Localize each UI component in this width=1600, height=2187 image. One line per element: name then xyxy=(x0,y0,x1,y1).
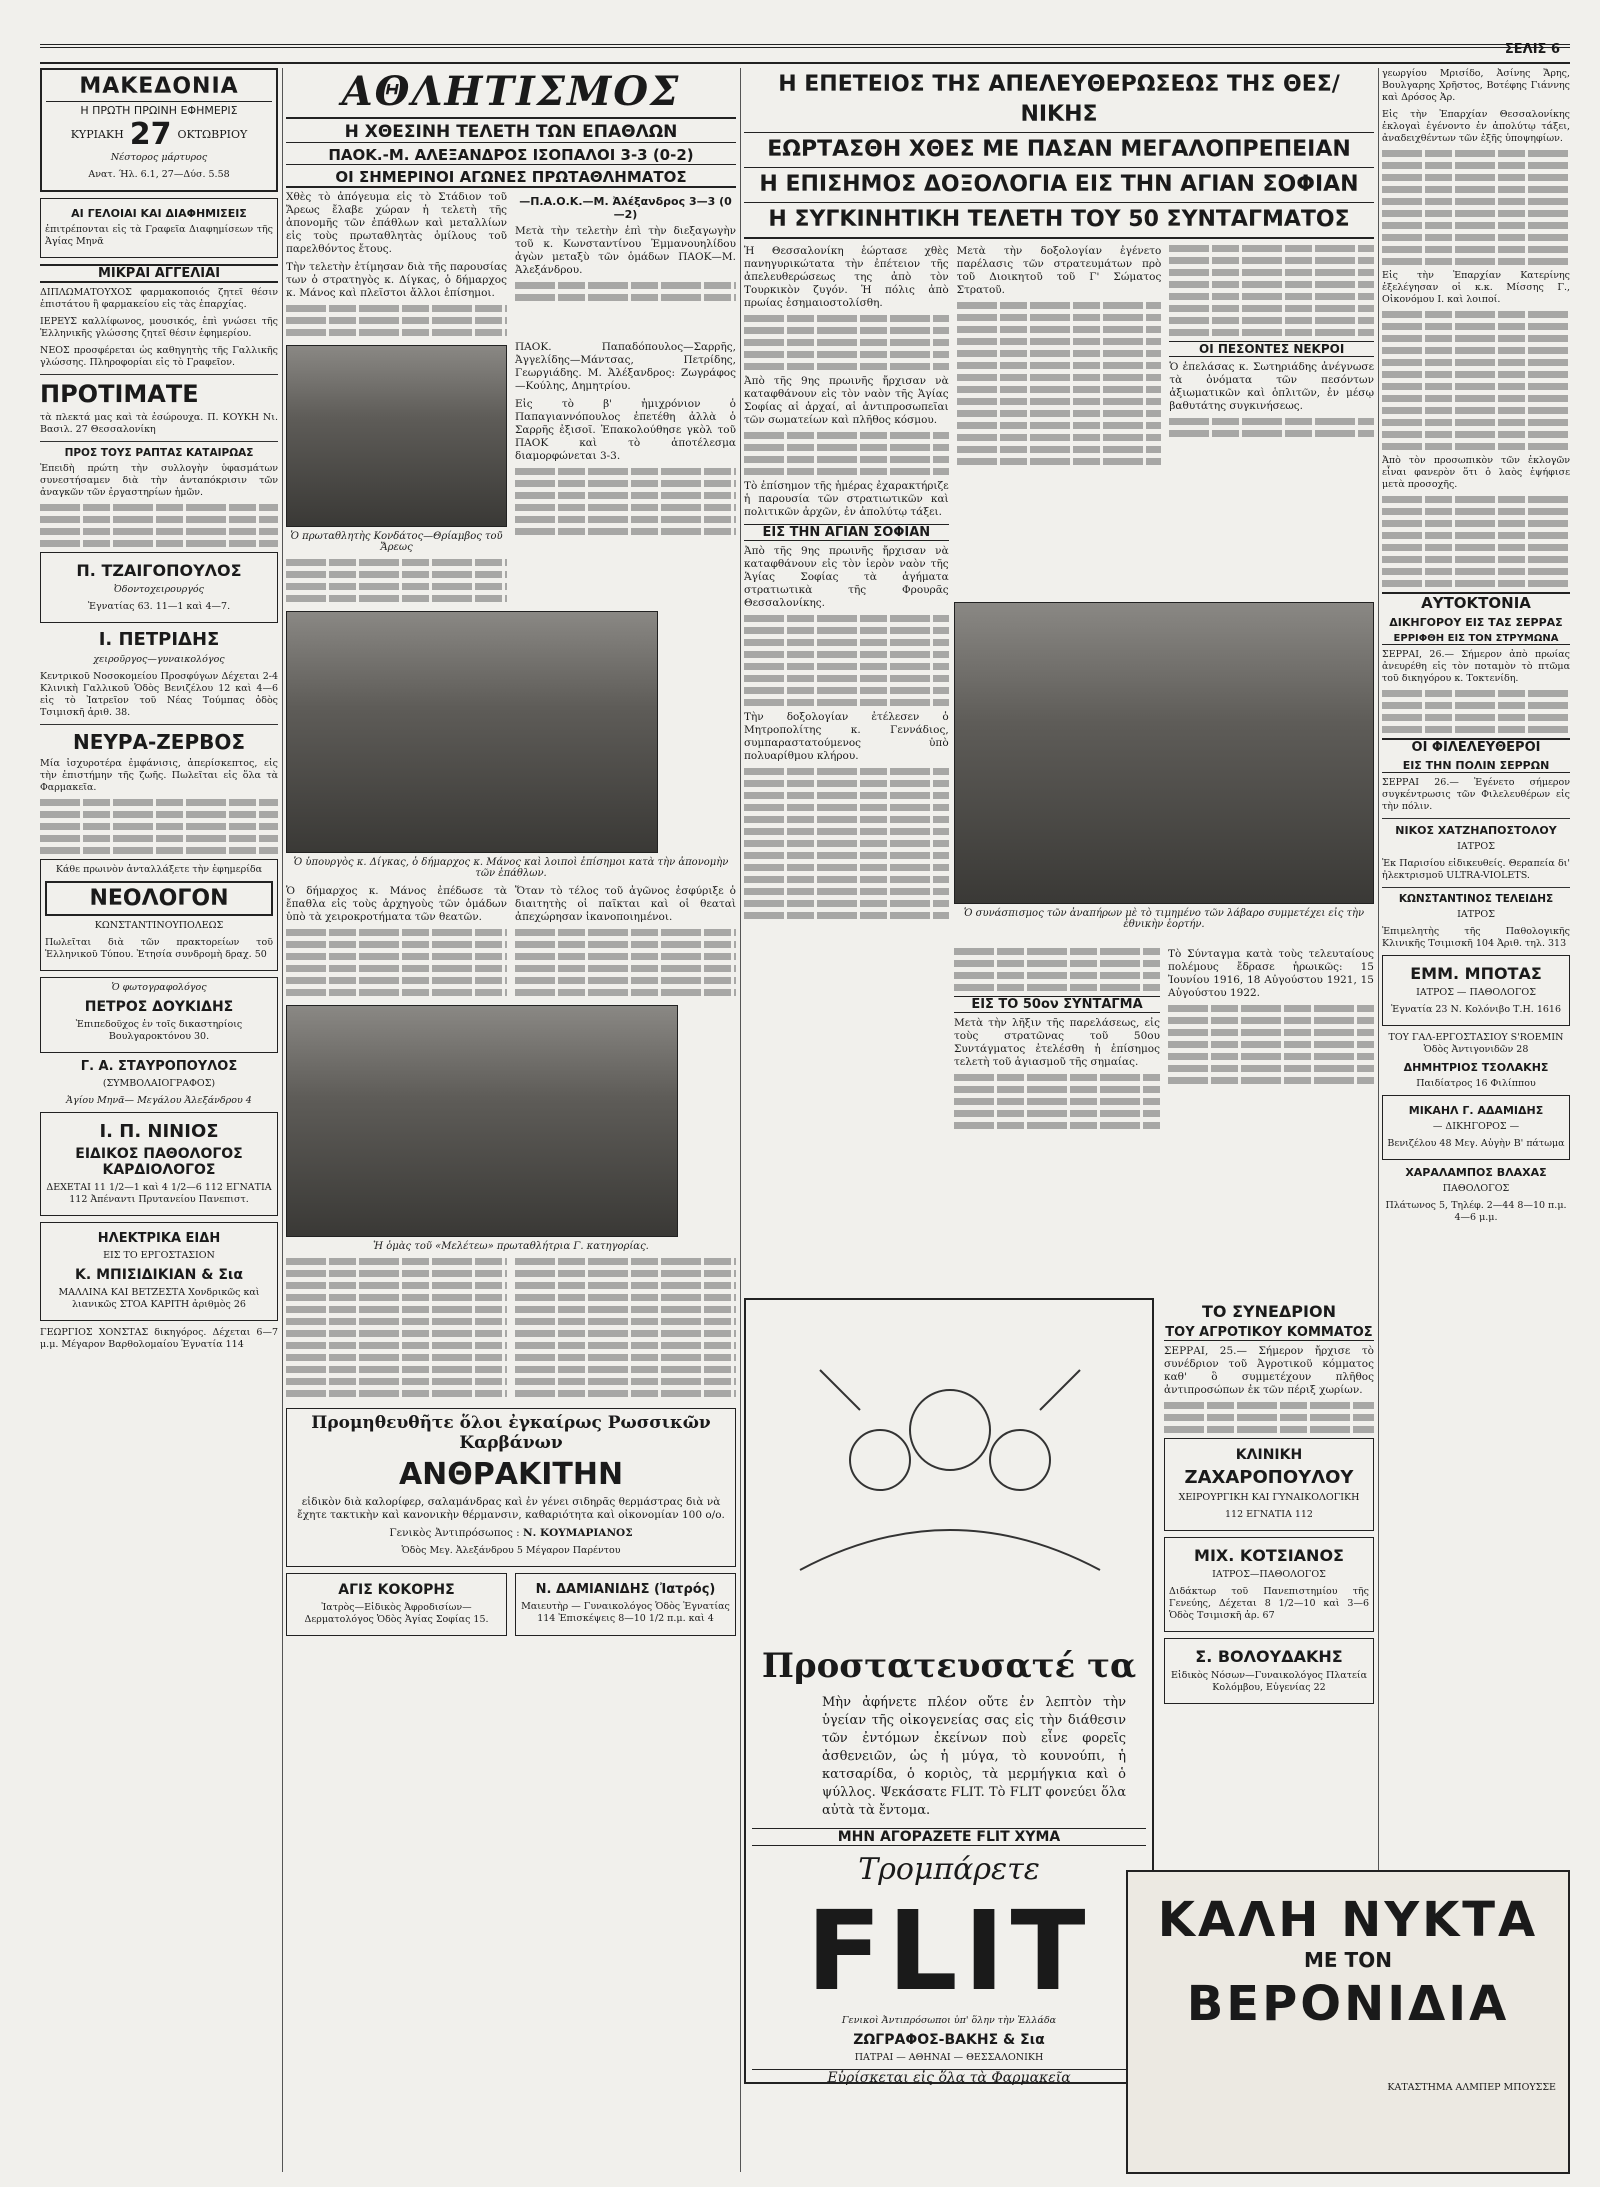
anthrakitis-title: Προμηθευθῆτε ὅλοι ἐγκαίρως Ρωσσικῶν Καρβάνων xyxy=(311,1413,711,1453)
flit-agent: Γενικοὶ Ἀντιπρόσωποι ὑπ' ὅλην τὴν Ἑλλάδα xyxy=(841,2015,1057,2026)
ninios-name: Ι. Π. ΝΙΝΙΟΣ xyxy=(99,1121,219,1142)
electric-name: Κ. ΜΠΙΣΙΔΙΚΙΑΝ & Σια xyxy=(75,1267,243,1283)
clinic-sub: ΧΕΙΡΟΥΡΓΙΚΗ ΚΑΙ ΓΥΝΑΙΚΟΛΟΓΙΚΗ xyxy=(1178,1492,1360,1503)
stavropoulos-name: Γ. Α. ΣΤΑΥΡΟΠΟΥΛΟΣ xyxy=(80,1059,238,1074)
doukidis-role: Ὁ φωτογραφολόγος xyxy=(111,982,207,993)
ninios-text: ΔΕΧΕΤΑΙ 11 1/2—1 καὶ 4 1/2—6 112 ΕΓΝΑΤΙΑ 112 Ἀπέναντι Πρυτανείου Πανεπιστ. xyxy=(46,1182,272,1205)
flit-footer: Εὑρίσκεται εἰς ὅλα τὰ Φαρμακεῖα xyxy=(752,2069,1146,2086)
main-paragraph: Τὸ ἐπίσημον τῆς ἡμέρας ἐχαρακτήριζε ἡ παρουσία τῶν στρατιωτικῶν καὶ πολιτικῶν ἀρχῶν, ἐν ἀπολύτῳ τάξει. xyxy=(744,480,949,518)
kotsianos-name: ΜΙΧ. ΚΟΤΣΙΑΝΟΣ xyxy=(1194,1546,1344,1565)
saint-of-day: Νέστορος μάρτυρος xyxy=(110,152,208,163)
left-column xyxy=(40,68,278,2172)
hatz-role: ΙΑΤΡΟΣ xyxy=(1457,841,1495,852)
synedrion-text: ΣΕΡΡΑΙ, 25.— Σήμερον ἤρχισε τὸ συνέδριον τοῦ Ἀγροτικοῦ κόμματος καθ' ὃ συμμετέχουν πλῆθος ἀντιπροσώπων ἐκ τῶν πέριξ χωρίων. xyxy=(1164,1345,1374,1396)
main-paragraph: Τὸ Σύνταγμα κατὰ τοὺς τελευταίους πολέμους ἔδρασε ἡρωικῶς: 15 Ἰουνίου 1916, 18 Αὐγούστου 1921, 15 Αὐγούστου 1922. xyxy=(1168,948,1374,999)
fileleftheroi-title: ΟΙ ΦΙΛΕΛΕΥΘΕΡΟΙ xyxy=(1382,738,1570,755)
anthrakitis-agent: Ν. ΚΟΥΜΑΡΙΑΝΟΣ xyxy=(523,1527,633,1539)
teleidis-name: ΚΩΝΣΤΑΝΤΙΝΟΣ ΤΕΛΕΙΔΗΣ xyxy=(1398,893,1554,905)
main-photo-veterans xyxy=(954,602,1374,904)
veronidia-line1: ΚΑΛΗ ΝΥΚΤΑ xyxy=(1157,1892,1539,1948)
notice-text: ἐπιτρέπονται εἰς τὰ Γραφεῖα Διαφημίσεων τῆς Ἀγίας Μηνᾶ xyxy=(45,224,273,247)
kokoris-text: Ἰατρὸς—Εἰδικὸς Ἀφροδισίων—Δερματολόγος Ὁδὸς Ἁγίας Σοφίας 15. xyxy=(304,1602,489,1625)
veronidia-maker: ΚΑΤΑΣΤΗΜΑ ΑΛΜΠΕΡ ΜΠΟΥΣΣΕ xyxy=(1387,2082,1556,2093)
main-subhead-fallen: ΟΙ ΠΕΣΟΝΤΕΣ ΝΕΚΡΟΙ xyxy=(1169,341,1374,357)
tzaig-name: Π. ΤΖΑΙΓΟΠΟΥΛΟΣ xyxy=(76,561,242,580)
main-headline-1: Η ΕΠΕΤΕΙΟΣ ΤΗΣ ΑΠΕΛΕΥΘΕΡΩΣΕΩΣ ΤΗΣ ΘΕΣ/ΝΙΚΗΣ xyxy=(744,68,1374,133)
damianidis-name: Ν. ΔΑΜΙΑΝΙΔΗΣ (Ἰατρός) xyxy=(535,1582,716,1597)
date-day: ΚΥΡΙΑΚΗ xyxy=(70,128,124,141)
notice-title: ΑΙ ΓΕΛΟΙΑΙ ΚΑΙ ΔΙΑΦΗΜΙΣΕΙΣ xyxy=(71,207,247,220)
stavropoulos-addr: Ἁγίου Μηνᾶ— Μεγάλου Ἀλεξάνδρου 4 xyxy=(66,1095,252,1106)
sports-paragraph: Χθὲς τὸ ἀπόγευμα εἰς τὸ Στάδιον τοῦ Ἄρεως ἔλαβε χώραν ἡ τελετὴ τῆς ἀπονομῆς τῶν ἐπάθλων καὶ μεταλλίων εἰς τοὺς πρωταθλητὰς ὁμίλους τοῦ παρελθόντος ἔτους. xyxy=(286,191,507,255)
clinic-addr: 112 ΕΓΝΑΤΙΑ 112 xyxy=(1225,1509,1313,1520)
electric-text: ΜΑΛΛΙΝΑ ΚΑΙ ΒΕΤΖΕΣΤΑ Χονδρικῶς καὶ λιανικῶς ΣΤΟΑ ΚΑΡΙΤΗ ἀριθμὸς 26 xyxy=(58,1287,260,1310)
clinic-name: ΖΑΧΑΡΟΠΟΥΛΟΥ xyxy=(1184,1467,1354,1488)
ad-ninios xyxy=(40,1112,278,1216)
autoktonia-text: ΣΕΡΡΑΙ, 26.— Σήμερον ἀπὸ πρωίας ἀνευρέθη εἰς τὸν ποταμὸν τὸ πτῶμα τοῦ δικηγόρου κ. Τοκτενίδη. xyxy=(1382,649,1570,684)
rapies-title: ΠΡΟΣ ΤΟΥΣ ΡΑΠΤΑΣ ΚΑΤΑΙΡΩΑΣ xyxy=(64,447,254,459)
volou-text: Εἰδικὸς Νόσων—Γυναικολόγος Πλατεία Κολόμβου, Εὐγενίας 22 xyxy=(1170,1670,1368,1693)
masthead xyxy=(40,68,278,192)
tsolakis-name: ΔΗΜΗΤΡΙΟΣ ΤΣΟΛΑΚΗΣ xyxy=(1403,1061,1549,1074)
volou-name: Σ. ΒΟΛΟΥΔΑΚΗΣ xyxy=(1195,1647,1343,1666)
ad-electric xyxy=(40,1222,278,1321)
flit-agent-name: ΖΩΓΡΑΦΟΣ-ΒΑΚΗΣ & Σια xyxy=(853,2032,1045,2048)
synedrion-sub: ΤΟΥ ΑΓΡΟΤΙΚΟΥ ΚΟΜΜΑΤΟΣ xyxy=(1165,1325,1373,1340)
ad-veronidia xyxy=(1126,1870,1570,2174)
kotsianos-text: Διδάκτωρ τοῦ Πανεπιστημίου τῆς Γενεύης, Δέχεται 8 1/2—10 καὶ 3—6 Ὁδὸς Τσιμισκῆ ἀρ. 67 xyxy=(1169,1586,1369,1621)
gala-text: ΤΟΥ ΓΑΛ-ΕΡΓΟΣΤΑΣΙΟΥ S'ROEMIN Ὁδὸς Ἀντιγονιδῶν 28 xyxy=(1388,1032,1564,1055)
anthrakitis-agent-label: Γενικὸς Ἀντιπρόσωπος : xyxy=(389,1527,520,1539)
hatz-text: Ἐκ Παρισίου εἰδικευθείς. Θεραπεία δι' ἠλεκτρισμοῦ ULTRA-VIOLETS. xyxy=(1382,858,1570,881)
adamidis-role: — ΔΙΚΗΓΟΡΟΣ — xyxy=(1432,1121,1520,1132)
doukidis-name: ΠΕΤΡΟΣ ΔΟΥΚΙΔΗΣ xyxy=(84,999,234,1015)
main-paragraph: Μετὰ τὴν λῆξιν τῆς παρελάσεως, εἰς τοὺς στρατῶνας τοῦ 50ου Συντάγματος ἐτελέσθη ἡ ἐπίσημος τελετὴ τοῦ ἁγιασμοῦ τῆς σημαίας. xyxy=(954,1017,1160,1068)
synedrion-title: ΤΟ ΣΥΝΕΔΡΙΟΝ xyxy=(1202,1302,1336,1321)
ad-kokoris xyxy=(286,1573,507,1636)
sports-photo-2 xyxy=(286,611,658,853)
sports-photo-2-caption: Ὁ ὑπουργὸς κ. Δίγκας, ὁ δήμαρχος κ. Μάνος καὶ λοιποὶ ἐπίσημοι κατὰ τὴν ἀπονομὴν τῶν ἐπάθλων. xyxy=(293,857,729,879)
tsolakis-text: Παιδίατρος 16 Φιλίππου xyxy=(1416,1078,1536,1089)
neologos-text: Πωλεῖται διὰ τῶν πρακτορείων τοῦ Ἑλληνικοῦ Τύπου. Ἐτησία συνδρομὴ δραχ. 50 xyxy=(45,937,273,960)
vlachas-role: ΠΑΘΟΛΟΓΟΣ xyxy=(1442,1183,1510,1194)
sports-paragraph: Τὴν τελετὴν ἐτίμησαν διὰ τῆς παρουσίας των ὁ στρατηγὸς κ. Δίγκας, ὁ δήμαρχος κ. Μάνος καὶ πλεῖστοι ἄλλοι ἐπίσημοι. xyxy=(286,261,507,299)
mpotas-name: ΕΜΜ. ΜΠΟΤΑΣ xyxy=(1410,964,1542,983)
electric-sub: ΕΙΣ ΤΟ ΕΡΓΟΣΤΑΣΙΟΝ xyxy=(103,1250,215,1261)
ad-petridis xyxy=(40,629,278,719)
nevra-title: ΝΕΥΡΑ-ΖΕΡΒΟΣ xyxy=(72,730,246,754)
teleidis-text: Ἐπιμελητὴς τῆς Παθολογικῆς Κλινικῆς Τσιμισκῆ 104 Ἀριθ. τηλ. 313 xyxy=(1382,926,1570,949)
ad-kotsianos xyxy=(1164,1537,1374,1632)
sports-result-title: —Π.Α.Ο.Κ.—Μ. Ἀλέξανδρος 3—3 (0—2) xyxy=(519,195,732,221)
vlachas-text: Πλάτωνος 5, Τηλέφ. 2—44 8—10 π.μ. 4—6 μ.μ. xyxy=(1385,1200,1567,1223)
mpotas-text: Ἐγνατία 23 Ν. Κολόνιβο Τ.Η. 1616 xyxy=(1391,1004,1561,1015)
main-paragraph: Ἡ Θεσσαλονίκη ἑώρτασε χθὲς πανηγυρικώτατα τὴν ἐπέτειον τῆς ἀπελευθερώσεως της ἀπὸ τὸν Τουρκικὸν ζυγόν. Ἡ πόλις ἀπὸ πρωίας ἐσημαιοστολίσθη. xyxy=(744,245,949,309)
date-month: ΟΚΤΩΒΡΙΟΥ xyxy=(177,128,248,141)
anthrakitis-text: εἰδικὸν διὰ καλορίφερ, σαλαμάνδρας καὶ ἐν γένει σιδηρᾶς θερμάστρας διὰ νὰ ἔχητε τακτικὴν καὶ κανονικὴν θέρμανσιν, καθαριότητα καὶ οἰκονομίαν 100 ο/ο. xyxy=(297,1496,725,1521)
right-paragraph: Ἀπὸ τὸν προσωπικὸν τῶν ἐκλογῶν εἶναι φανερὸν ὅτι ὁ λαὸς ἐψήφισε μετὰ προσοχῆς. xyxy=(1382,455,1570,490)
main-paragraph: Ἀπὸ τῆς 9ης πρωινῆς ἤρχισαν νὰ καταφθάνουν εἰς τὸν ναὸν τῆς Ἁγίας Σοφίας αἱ ἀρχαί, αἱ ἀντιπροσωπεῖαι τῶν σωματείων καὶ πλῆθος κόσμου. xyxy=(744,375,949,426)
hatz-name: ΝΙΚΟΣ ΧΑΤΖΗΑΠΟΣΤΟΛΟΥ xyxy=(1395,824,1557,837)
fileleftheroi-sub: ΕΙΣ ΤΗΝ ΠΟΛΙΝ ΣΕΡΡΩΝ xyxy=(1382,759,1570,773)
anthrakitis-addr: Ὁδὸς Μεγ. Ἀλεξάνδρου 5 Μέγαρον Παρέντου xyxy=(401,1545,621,1556)
ninios-role: ΕΙΔΙΚΟΣ ΠΑΘΟΛΟΓΟΣ ΚΑΡΔΙΟΛΟΓΟΣ xyxy=(75,1146,243,1178)
petridis-name: Ι. ΠΕΤΡΙΔΗΣ xyxy=(98,629,220,650)
autoktonia-title: ΑΥΤΟΚΤΟΝΙΑ xyxy=(1382,592,1570,612)
main-photo-caption: Ὁ συνάσπισμος τῶν ἀναπήρων μὲ τὸ τιμημένο τῶν λάβαρο συμμετέχει εἰς τὴν ἐθνικὴν ἑορτήν. xyxy=(963,908,1365,930)
ad-tzaigopoulos xyxy=(40,552,278,623)
flit-title: Προστατευσατέ τα xyxy=(761,1646,1137,1686)
right-paragraph: γεωργίου Μρισίδο, Ἀσίνης Ἄρης, Βουλγαρης Χρῆστος, Βοτέφης Γιάννης καὶ Δρόσος Ἀρ. xyxy=(1382,68,1570,103)
flit-tagline: ΜΗΝ ΑΓΟΡΑΖΕΤΕ FLIT ΧΥΜΑ xyxy=(752,1828,1146,1846)
autoktonia-sub1: ΔΙΚΗΓΟΡΟΥ ΕΙΣ ΤΑΣ ΣΕΡΡΑΣ xyxy=(1389,616,1563,629)
mpotas-role: ΙΑΤΡΟΣ — ΠΑΘΟΛΟΓΟΣ xyxy=(1416,987,1536,998)
classified-item: ΝΕΟΣ προσφέρεται ὡς καθηγητὴς τῆς Γαλλικῆς γλώσσης. Πληροφορίαι εἰς τὸ Γραφεῖον. xyxy=(40,345,278,368)
sun-times: Ανατ. Ήλ. 6.1, 27—Δύσ. 5.58 xyxy=(88,169,230,180)
main-subhead-agia-sofia: ΕΙΣ ΤΗΝ ΑΓΙΑΝ ΣΟΦΙΑΝ xyxy=(744,524,949,541)
rapies-text: Ἐπειδὴ πρώτη τὴν συλλογὴν ὑφασμάτων συνεστήσαμεν διὰ τὴν ἀνταπόκρισιν τῶν ἀναγκῶν τῶν ἐργαστηρίων ἡμῶν. xyxy=(40,463,278,498)
sports-photo-3-caption: Ἡ ὁμὰς τοῦ «Μελέτεω» πρωταθλήτρια Γ. κατηγορίας. xyxy=(373,1241,649,1252)
flit-illustration xyxy=(760,1310,1140,1610)
page-label: ΣΕΛΙΣ 6 xyxy=(1504,42,1560,57)
adamidis-name: ΜΙΚΑΗΛ Γ. ΑΔΑΜΙΔΗΣ xyxy=(1408,1104,1544,1117)
petridis-role: χειροῦργος—γυναικολόγος xyxy=(93,654,225,665)
nevra-text: Μία ἰσχυροτέρα ἐμφάνισις, ἀπερίσκεπτος, εἰς τὴν ἐπιστήμην τῆς ζωῆς. Πωλεῖται εἰς ὅλα τὰ Φαρμακεῖα. xyxy=(40,758,278,793)
sports-paragraph: Εἰς τὸ β' ἡμιχρόνιον ὁ Παπαγιαννόπουλος ἐπετέθη ἀλλὰ ὁ Σαρρῆς ἐξισοῖ. Ἐπακολούθησε γκὸλ τοῦ ΠΑΟΚ καὶ τὸ ἀποτέλεσμα διαμορφώνεται 3-3. xyxy=(515,398,736,462)
stavropoulos-role: (ΣΥΜΒΟΛΑΙΟΓΡΑΦΟΣ) xyxy=(102,1078,216,1089)
vlachas-name: ΧΑΡΑΛΑΜΠΟΣ ΒΛΑΧΑΣ xyxy=(1405,1166,1547,1179)
newspaper-page xyxy=(40,44,1570,2172)
sports-paragraph: Ὁ δήμαρχος κ. Μάνος ἐπέδωσε τὰ ἔπαθλα εἰς τοὺς ἀρχηγοὺς τῶν ὁμάδων ὑπὸ τὰ χειροκροτήματα τῶν θεατῶν. xyxy=(286,885,507,923)
sports-paragraph: Μετὰ τὴν τελετὴν ἐπὶ τὴν διεξαγωγὴν τοῦ κ. Κωνσταντίνου Ἐμμανουηλίδου ἀγὼν μεταξὺ τῶν ὁμάδων ΠΑΟΚ—Μ. Ἀλεξάνδρου. xyxy=(515,225,736,276)
main-paragraph: Ὁ ἐπελάσας κ. Σωτηριάδης ἀνέγνωσε τὰ ὀνόματα τῶν πεσόντων ἀξιωματικῶν καὶ ὁπλιτῶν, ἐν μέσῳ βαθυτάτης συγκινήσεως. xyxy=(1169,361,1374,412)
main-headline-3: Η ΕΠΙΣΗΜΟΣ ΔΟΞΟΛΟΓΙΑ ΕΙΣ ΤΗΝ ΑΓΙΑΝ ΣΟΦΙΑΝ xyxy=(744,168,1374,203)
autoktonia-sub2: ΕΡΡΙΦΘΗ ΕΙΣ ΤΟΝ ΣΤΡΥΜΩΝΑ xyxy=(1382,633,1570,645)
main-paragraph: Τὴν δοξολογίαν ἐτέλεσεν ὁ Μητροπολίτης κ. Γεννάδιος, συμπαραστατούμενος ὑπὸ πολυαρίθμου κλήρου. xyxy=(744,711,949,762)
sports-column xyxy=(286,68,736,2172)
sports-photo-3 xyxy=(286,1005,678,1237)
neologos-city: ΚΩΝΣΤΑΝΤΙΝΟΥΠΟΛΕΩΣ xyxy=(94,920,224,931)
flit-text: Μὴν ἀφήνετε πλέον οὔτε ἐν λεπτὸν τὴν ὑγείαν τῆς οἰκογενείας σας εἰς τὴν διάθεσιν τῶν ἐντόμων ἐκείνων ποὺ εἶνε φορεῖς ἀσθενειῶν, ὡς ἡ μύγα, τὸ κουνούπι, ἡ κατσαρίδα, ὁ κοριὸς, τὰ μερμήγκια καὶ ὁ ψύλλος. Ψεκάσατε FLIT. Τὸ FLIT φονεύει ὅλα αὐτὰ τὰ ἔντομα. xyxy=(822,1695,1126,1818)
ad-flit xyxy=(744,1298,1154,2084)
clinic-title: ΚΛΙΝΙΚΗ xyxy=(1235,1447,1303,1463)
ad-damianidis xyxy=(515,1573,736,1636)
sports-paragraph: ΠΑΟΚ. Παπαδόπουλος—Σαρρῆς, Ἀγγελίδης—Μάντσας, Πετρίδης, Γεωργιάδης. Μ. Ἀλέξανδρος: Ζωγράφος—Κούλης, Δημητρίου. xyxy=(515,341,736,392)
kotsianos-role: ΙΑΤΡΟΣ—ΠΑΘΟΛΟΓΟΣ xyxy=(1212,1569,1326,1580)
top-rule xyxy=(40,44,1570,64)
main-headline-2: ΕΩΡΤΑΣΘΗ ΧΘΕΣ ΜΕ ΠΑΣΑΝ ΜΕΓΑΛΟΠΡΕΠΕΙΑΝ xyxy=(744,133,1374,168)
main-paragraph: Μετὰ τὴν δοξολογίαν ἐγένετο παρέλασις τῶν στρατευμάτων πρὸ τοῦ Διοικητοῦ τοῦ Γ' Σώματος Στρατοῦ. xyxy=(956,245,1162,296)
tzaig-role: Ὀδοντοχειρουργός xyxy=(114,584,204,595)
kokoris-name: ΑΓΙΣ ΚΟΚΟΡΗΣ xyxy=(338,1582,455,1598)
neologos-intro: Κάθε πρωινὸν ἀνταλλάξετε τὴν ἐφημερίδα xyxy=(55,864,263,875)
tzaig-addr: Ἐγνατίας 63. 11—1 καὶ 4—7. xyxy=(87,601,231,612)
masthead-subtitle: Η ΠΡΩΤΗ ΠΡΩΙΝΗ ΕΦΗΜΕΡΙΣ xyxy=(46,101,272,117)
electric-title: ΗΛΕΚΤΡΙΚΑ ΕΙΔΗ xyxy=(97,1231,221,1246)
damianidis-text: Μαιευτὴρ — Γυναικολόγος Ὁδὸς Ἐγνατίας 114 Ἐπισκέψεις 8—10 1/2 π.μ. καὶ 4 xyxy=(521,1601,730,1624)
date-number: 27 xyxy=(129,117,172,152)
sports-paragraph: Ὅταν τὸ τέλος τοῦ ἀγῶνος ἐσφύριξε ὁ διαιτητὴς οἱ παῖκται καὶ οἱ θεαταὶ ἀπεχώρησαν ἱκανοποιημένοι. xyxy=(515,885,736,923)
flit-brand: FLIT xyxy=(806,1887,1092,2015)
veronidia-line3: ΒΕΡΟΝΙΔΙΑ xyxy=(1186,1976,1510,2032)
classified-item: ΔΙΠΛΩΜΑΤΟΥΧΟΣ φαρμακοποιός ζητεῖ θέσιν ἐπιστάτου ἢ φαρμακείου εἰς τὰς ἐπαρχίας. xyxy=(40,287,278,310)
ad-mpotas xyxy=(1382,955,1570,1026)
fileleftheroi-text: ΣΕΡΡΑΙ 26.— Ἐγένετο σήμερον συγκέντρωσις τῶν Φιλελευθέρων εἰς τὴν πόλιν. xyxy=(1382,777,1570,812)
masthead-title: ΜΑΚΕΔΟΝΙΑ xyxy=(79,74,239,99)
classifieds-title: ΜΙΚΡΑΙ ΑΓΓΕΛΙΑΙ xyxy=(40,264,278,283)
doukidis-text: Ἐπιπεδοῦχος ἐν τοῖς δικαστηρίοις Βουλγαροκτόνου 30. xyxy=(75,1019,243,1042)
ad-doukidis xyxy=(40,977,278,1053)
ad-stavropoulos xyxy=(40,1059,278,1107)
flit-cities: ΠΑΤΡΑΙ — ΑΘΗΝΑΙ — ΘΕΣΣΑΛΟΝΙΚΗ xyxy=(854,2052,1044,2063)
right-paragraph: Εἰς τὴν Ἐπαρχίαν Θεσσαλονίκης ἐκλογαὶ ἐγένοντο ἐν ἀπολύτῳ τάξει, ἀναδειχθέντων τῶν ἐξῆς ὑποψηφίων. xyxy=(1382,109,1570,144)
date-row xyxy=(46,117,272,152)
right-paragraph: Εἰς τὴν Ἐπαρχίαν Κατερίνης ἐξελέγησαν οἱ κ.κ. Μίσσης Γ., Οἰκονόμου Ι. καὶ λοιποί. xyxy=(1382,270,1570,305)
sports-headline-2: ΠΑΟΚ.-Μ. ΑΛΕΞΑΝΔΡΟΣ ΙΣΟΠΑΛΟΙ 3-3 (0-2) xyxy=(286,146,736,165)
main-paragraph: Ἀπὸ τῆς 9ης πρωινῆς ἤρχισαν νὰ καταφθάνουν εἰς τὸν ἱερὸν ναὸν τῆς Ἁγίας Σοφίας τὰ ἀγήματα στρατιωτικὰ τῆς Φρουρᾶς Θεσσαλονίκης. xyxy=(744,545,949,609)
adamidis-text: Βενιζέλου 48 Μεγ. Αὐγὴν Β' πάτωμα xyxy=(1387,1138,1565,1149)
ad-adamidis xyxy=(1382,1095,1570,1160)
anthrakitis-name: ΑΝΘΡΑΚΙΤΗΝ xyxy=(398,1457,624,1492)
petridis-text: Κεντρικοῦ Νοσοκομείου Προσφύγων Δέχεται 2-4 Κλινικὴ Γαλλικοῦ Ὁδὸς Βενιζέλου 12 καὶ 4—6 εἰς τὸ Ἰατρεῖον τοῦ Νέας Τούμπας ὁδὸς Τσιμισκῆ ἀριθ. 38. xyxy=(40,671,278,718)
sports-photo-1-caption: Ὁ πρωταθλητὴς Κονδάτος—Θρίαμβος τοῦ Ἄρεως xyxy=(290,531,503,553)
main-column xyxy=(744,68,1374,2172)
sports-headline-1: Η ΧΘΕΣΙΝΗ ΤΕΛΕΤΗ ΤΩΝ ΕΠΑΘΛΩΝ xyxy=(286,122,736,143)
sports-photo-1 xyxy=(286,345,507,527)
ad-neologos xyxy=(40,859,278,971)
ad-clinic-zacharopoulou xyxy=(1164,1438,1374,1531)
classified-item: ΙΕΡΕΥΣ καλλίφωνος, μουσικός, ἐπὶ γνώσει τῆς Ἑλληνικῆς γλώσσης ζητεῖ θέσιν ἐφημερίου. xyxy=(40,316,278,339)
sports-headline-3: ΟΙ ΣΗΜΕΡΙΝΟΙ ΑΓΩΝΕΣ ΠΡΩΤΑΘΛΗΜΑΤΟΣ xyxy=(286,168,736,188)
ad-voloudakis xyxy=(1164,1638,1374,1704)
sports-logo: ΑΘΛΗΤΙΣΜΟΣ xyxy=(286,68,736,119)
ad-anthrakitis xyxy=(286,1408,736,1567)
neologos-name: ΝΕΟΛΟΓΟΝ xyxy=(45,881,273,916)
teleidis-role: ΙΑΤΡΟΣ xyxy=(1457,909,1495,920)
ad-notice xyxy=(40,198,278,258)
konstas-ad: ΓΕΩΡΓΙΟΣ ΧΟΝΣΤΑΣ δικηγόρος. Δέχεται 6—7 μ.μ. Μέγαρον Βαρθολομαίου Ἐγνατία 114 xyxy=(40,1327,278,1350)
right-column xyxy=(1382,68,1570,2172)
protimate-title: ΠΡΟΤΙΜΑΤΕ xyxy=(40,380,199,408)
main-headline-4: Η ΣΥΓΚΙΝΗΤΙΚΗ ΤΕΛΕΤΗ ΤΟΥ 50 ΣΥΝΤΑΓΜΑΤΟΣ xyxy=(744,203,1374,239)
flit-tromparete: Τρομπάρετε xyxy=(858,1852,1040,1887)
main-subhead-50th: ΕΙΣ ΤΟ 50ον ΣΥΝΤΑΓΜΑ xyxy=(954,996,1160,1013)
protimate-text: τὰ πλεκτά μας καὶ τὰ ἐσώρουχα. Π. ΚΟΥΚΗ Νι. Βασιλ. 27 Θεσσαλονίκη xyxy=(40,412,278,435)
veronidia-line2: ΜΕ ΤΟΝ xyxy=(1304,1948,1392,1972)
